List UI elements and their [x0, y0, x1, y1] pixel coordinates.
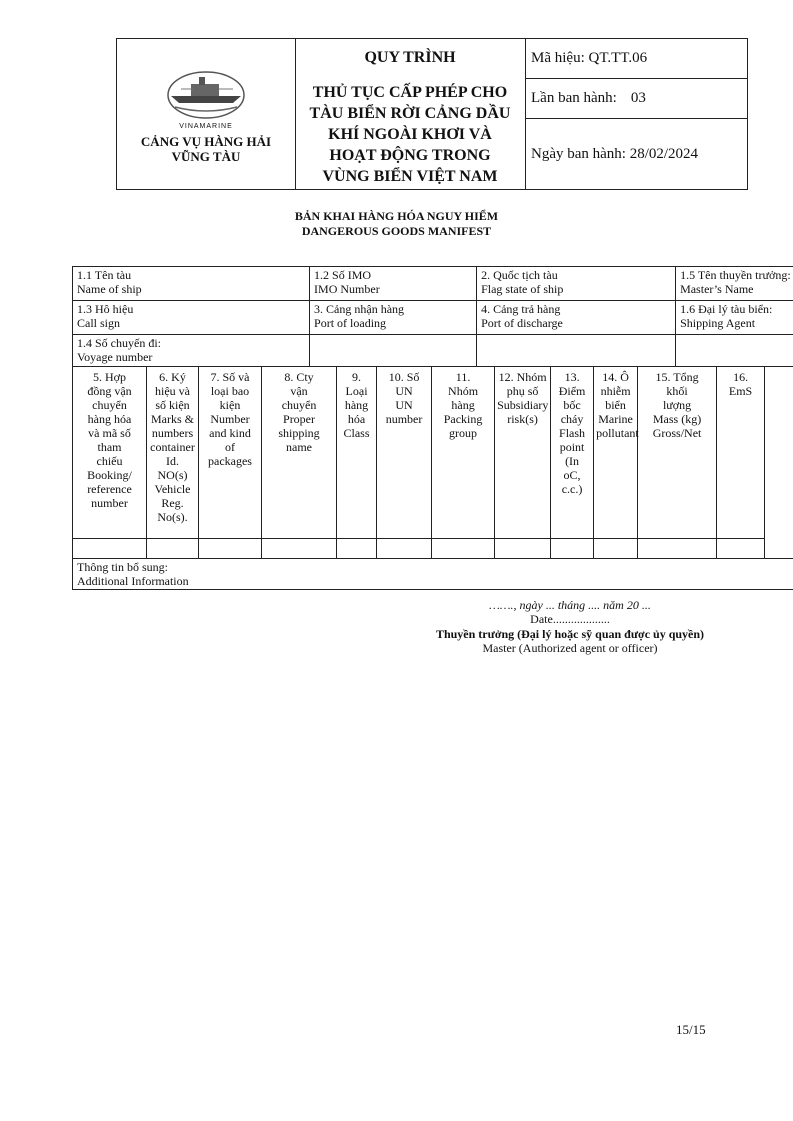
column-header-line: chuyển [92, 398, 127, 412]
column-header-line: loại bao [210, 384, 250, 398]
column-header-line: Subsidiary [497, 398, 549, 412]
column-header-line: EmS [728, 384, 753, 398]
column-header-line: 11. [455, 370, 471, 384]
procedure-line: VÙNG BIỂN VIỆT NAM [322, 168, 498, 185]
column-header-line: Flash [559, 426, 586, 440]
call-sign-cell[interactable] [73, 301, 310, 335]
data-cell[interactable] [638, 539, 717, 559]
field-label: 3. Cảng nhận hàng [314, 302, 405, 316]
column-header-line: No(s). [157, 510, 188, 524]
column-header-line: point [559, 440, 585, 454]
column-header-line: group [449, 426, 478, 440]
manifest-title-vi: BẢN KHAI HÀNG HÓA NGUY HIỂM [294, 209, 499, 223]
column-header-line: number [385, 412, 423, 426]
column-header-line: tham [97, 440, 122, 454]
column-header-line: 14. Ô [602, 370, 629, 384]
data-cell[interactable] [262, 539, 337, 559]
field-label: Port of discharge [481, 316, 563, 330]
procedure-title: QUY TRÌNH [364, 49, 456, 66]
dangerous-goods-table [72, 266, 793, 590]
logo-text: VINAMARINE [179, 123, 233, 130]
edition-label: Lần ban hành: [531, 90, 617, 106]
document-header [116, 38, 748, 190]
column-header-line: risk(s) [507, 412, 538, 426]
field-label: 4. Cảng trả hàng [481, 302, 561, 316]
field-label: Flag state of ship [481, 282, 564, 296]
col-ems [717, 367, 765, 539]
additional-info-label: Thông tin bổ sung: [77, 560, 169, 574]
column-header-line: 6. Ký [159, 370, 186, 384]
column-header-line: c.c.) [561, 482, 583, 496]
column-header-line: Mass (kg) [652, 412, 702, 426]
voyage-empty-cell[interactable] [676, 335, 793, 367]
manifest-title-en: DANGEROUS GOODS MANIFEST [301, 224, 492, 238]
field-label: 1.4 Số chuyến đi: [77, 336, 161, 350]
data-cell[interactable] [495, 539, 551, 559]
column-header-line: 9. [352, 370, 362, 384]
col-subsidiary-risk [495, 367, 551, 539]
column-header-line: hàng [344, 398, 369, 412]
field-label: 1.1 Tên tàu [77, 268, 132, 282]
column-header-line: packages [208, 454, 252, 468]
col-marks-numbers [147, 367, 199, 539]
column-header-line: 13. [564, 370, 580, 384]
column-header-line: phụ số [506, 384, 539, 398]
procedure-line: KHÍ NGOÀI KHƠI VÀ [328, 126, 492, 143]
page-number: 15/15 [676, 1022, 706, 1037]
column-header-line: numbers [151, 426, 194, 440]
column-header-line: Class [343, 426, 370, 440]
field-label: 1.3 Hô hiệu [77, 302, 134, 316]
column-header-line: Booking/ [87, 468, 132, 482]
column-header-line: shipping [278, 426, 320, 440]
column-header-line: Proper [283, 412, 316, 426]
column-header-line: chiếu [96, 454, 123, 468]
column-header-line: 15. Tổng [655, 370, 699, 384]
field-label: Voyage number [77, 350, 153, 364]
column-header-line: Gross/Net [652, 426, 702, 440]
data-cell[interactable] [337, 539, 377, 559]
column-header-line: number [91, 496, 128, 510]
voyage-empty-cell[interactable] [477, 335, 676, 367]
vinamarine-logo-icon [163, 69, 249, 121]
voyage-row [73, 335, 793, 367]
master-name-cell[interactable] [676, 267, 793, 301]
imo-number-cell[interactable] [310, 267, 477, 301]
data-cell[interactable] [73, 539, 147, 559]
voyage-empty-cell[interactable] [310, 335, 477, 367]
column-header-line: name [286, 440, 313, 454]
issue-date: Ngày ban hành: 28/02/2024 [531, 145, 699, 162]
column-header-line: Reg. [161, 496, 184, 510]
col-booking-reference [73, 367, 147, 539]
col-packing-group [432, 367, 495, 539]
field-label: Call sign [77, 316, 121, 330]
col-flash-point [551, 367, 594, 539]
field-label: 1.5 Tên thuyền trưởng: [680, 268, 791, 282]
column-header-line: of [225, 440, 235, 454]
column-header-line: Marine [598, 412, 633, 426]
data-entry-row [73, 539, 793, 559]
procedure-line: TÀU BIỂN RỜI CẢNG DẦU [309, 105, 511, 122]
shipping-agent-cell[interactable] [676, 301, 793, 335]
edition-row [525, 79, 747, 119]
procedure-line: THỦ TỤC CẤP PHÉP CHO [312, 84, 508, 101]
data-cell[interactable] [147, 539, 199, 559]
data-cell[interactable] [432, 539, 495, 559]
ship-name-cell[interactable] [73, 267, 310, 301]
column-header-line: Number [210, 412, 250, 426]
column-header-line: hàng hóa [87, 412, 132, 426]
column-header-line: 16. [733, 370, 749, 384]
column-header-line: đồng vận [87, 384, 132, 398]
document-code: Mã hiệu: QT.TT.06 [525, 39, 747, 79]
column-header-line: (In [565, 454, 580, 468]
column-header-line: Id. [166, 454, 179, 468]
col-proper-shipping-name [262, 367, 337, 539]
column-header-line: Loại [345, 384, 368, 398]
column-header-line: chuyển [281, 398, 317, 412]
field-label: 2. Quốc tịch tàu [481, 268, 558, 282]
data-cell[interactable] [551, 539, 594, 559]
document-info-cell [525, 39, 747, 189]
column-header-line: UN [395, 384, 413, 398]
port-of-loading-cell[interactable] [310, 301, 477, 335]
field-label: Master’s Name [680, 282, 754, 296]
column-header-line: and kind [209, 426, 251, 440]
port-info-row [73, 301, 793, 335]
field-label: 1.2 Số IMO [314, 268, 372, 282]
column-header-line: Điểm [558, 384, 586, 398]
edition-number: 03 [630, 90, 646, 106]
column-header-line: số kiện [155, 398, 190, 412]
additional-info-label: Additional Information [77, 574, 189, 588]
column-header-line: nhiễm [600, 384, 631, 398]
column-header-line: Vehicle [154, 482, 191, 496]
column-header-line: Marks & [151, 412, 194, 426]
data-cell[interactable] [199, 539, 262, 559]
column-header-line: oC, [563, 468, 581, 482]
column-header-line: Nhóm [448, 384, 479, 398]
column-header-line: NO(s) [157, 468, 188, 482]
field-label: Shipping Agent [680, 316, 756, 330]
column-header-line: và mã số [88, 426, 131, 440]
column-header-line: biển [605, 398, 626, 412]
flag-state-cell[interactable] [477, 267, 676, 301]
procedure-line: HOẠT ĐỘNG TRONG [329, 147, 491, 164]
field-label: Name of ship [77, 282, 142, 296]
column-header-line: reference [87, 482, 132, 496]
signer-title-vi: Thuyền trưởng (Đại lý hoặc sỹ quan được ủy quyền) [435, 627, 705, 641]
column-header-line: 5. Hợp [92, 370, 126, 384]
column-header-line: 8. Cty [284, 370, 314, 384]
voyage-number-cell[interactable] [73, 335, 310, 367]
col-un-number [377, 367, 432, 539]
field-label: Port of loading [314, 316, 387, 330]
column-header-line: pollutant [596, 426, 639, 440]
field-label: 1.6 Đại lý tàu biển: [680, 302, 773, 316]
column-header-line: vận [290, 384, 308, 398]
column-header-line: UN [395, 398, 413, 412]
column-header-line: 7. Số và [210, 370, 250, 384]
date-line-en: Date................... [530, 612, 610, 626]
column-header-line: hàng [451, 398, 475, 412]
column-header-line: hiệu và [155, 384, 190, 398]
column-header-row [73, 367, 793, 539]
column-header-line: lượng [662, 398, 692, 412]
organization-name-line2: VŨNG TÀU [171, 149, 241, 164]
data-cell[interactable] [717, 539, 765, 559]
col-class [337, 367, 377, 539]
organization-cell [117, 39, 296, 189]
data-cell[interactable] [377, 539, 432, 559]
column-header-line: Packing [443, 412, 483, 426]
column-header-line: 12. Nhóm [498, 370, 547, 384]
column-header-line: 10. Số [388, 370, 420, 384]
additional-info-row [73, 559, 793, 590]
column-header-line: cháy [560, 412, 584, 426]
column-header-line: bốc [563, 398, 581, 412]
port-of-discharge-cell[interactable] [477, 301, 676, 335]
additional-info-cell[interactable] [73, 559, 793, 590]
data-cell[interactable] [594, 539, 638, 559]
ship-info-row [73, 267, 793, 301]
column-header-line: container [150, 440, 195, 454]
column-header-line: hóa [347, 412, 366, 426]
col-gross-net-mass [638, 367, 717, 539]
field-label: IMO Number [314, 282, 380, 296]
organization-name-line1: CẢNG VỤ HÀNG HẢI [140, 134, 272, 149]
signer-title-en: Master (Authorized agent or officer) [482, 641, 658, 655]
col-number-kind-packages [199, 367, 262, 539]
column-header-line: khối [666, 384, 688, 398]
procedure-cell [295, 39, 526, 189]
date-line-vi: ……., ngày ... tháng .... năm 20 ... [489, 598, 651, 612]
column-header-line: kiện [219, 398, 241, 412]
col-marine-pollutant [594, 367, 638, 539]
procedure-name [295, 82, 525, 187]
